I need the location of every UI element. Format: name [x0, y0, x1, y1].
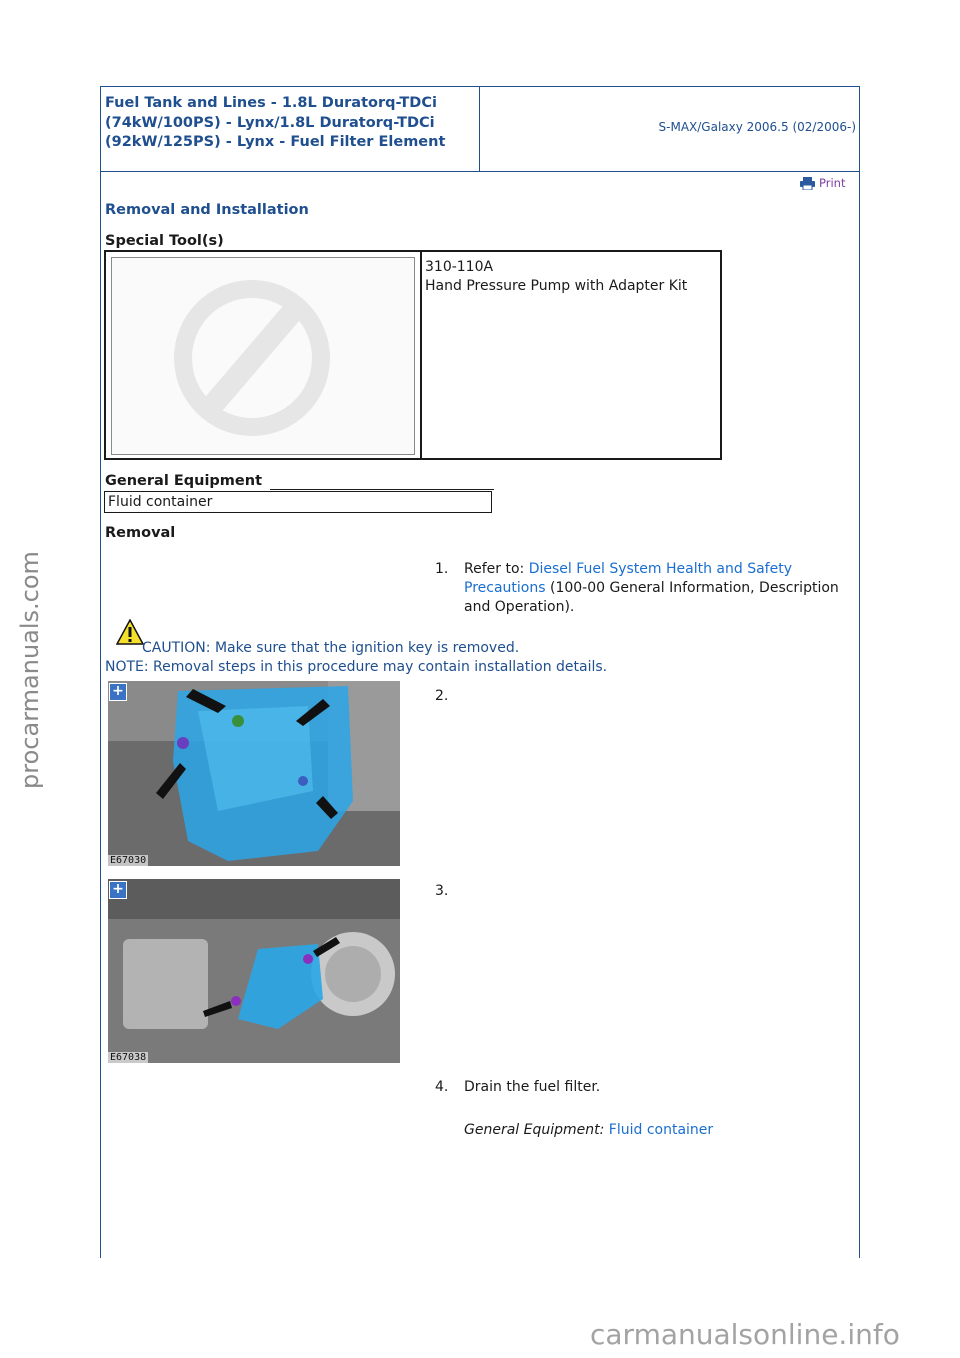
no-image-icon [112, 258, 414, 454]
frame-right-border [859, 86, 860, 1258]
tool-info-cell [425, 258, 720, 296]
step-4-equipment [464, 1121, 713, 1140]
caution-text: CAUTION: Make sure that the ignition key is removed. [142, 640, 520, 656]
side-watermark [10, 470, 50, 870]
special-tools-table [104, 250, 722, 460]
step-2-number: 2. [435, 688, 449, 704]
header-bottom-border [100, 171, 860, 172]
print-button[interactable] [800, 176, 845, 190]
step-4-text: Drain the fuel filter. [464, 1079, 601, 1095]
step-1-number: 1. [435, 561, 449, 577]
step-1-prefix: Refer to: [464, 561, 529, 577]
image-label: E67030 [110, 855, 147, 866]
printer-icon [800, 177, 815, 190]
step-1-suffix: (100-00 General Information, Description and Operation). [464, 580, 839, 615]
warning-icon [116, 619, 144, 645]
equipment-label: General Equipment: [464, 1122, 605, 1138]
frame-left-border [100, 86, 101, 1258]
general-equipment-heading: General Equipment [105, 473, 263, 489]
engine-bay-illustration [108, 879, 400, 1063]
tool-number: 310-110A [425, 259, 494, 275]
page-title: Fuel Tank and Lines - 1.8L Duratorq-TDCi (74kW/100PS) - Lynx/1.8L Duratorq-TDCi (92kW/125PS) - Lynx - Fuel Filter Element [105, 95, 446, 150]
bottom-watermark: carmanualsonline.info [590, 1318, 900, 1351]
health-safety-link[interactable]: Diesel Fuel System Health and Safety Precautions [464, 561, 792, 596]
side-watermark-text: procarmanuals.com [16, 551, 45, 789]
equipment-table [104, 491, 492, 513]
tool-image [111, 257, 415, 455]
engine-cover-illustration [108, 681, 400, 866]
step-1-text [464, 560, 844, 617]
zoom-icon[interactable]: + [109, 683, 127, 701]
header-separator [479, 86, 480, 172]
model-label: S-MAX/Galaxy 2006.5 (02/2006-) [658, 120, 856, 134]
removal-heading: Removal [105, 525, 176, 541]
frame-top-border [100, 86, 860, 87]
section-title: Removal and Installation [105, 202, 309, 218]
tool-image-cell [106, 252, 422, 458]
step-3-image[interactable] [108, 879, 400, 1063]
fluid-container-link[interactable]: Fluid container [608, 1122, 714, 1138]
equipment-item: Fluid container [108, 494, 213, 510]
note-text: NOTE: Removal steps in this procedure may contain installation details. [105, 659, 608, 675]
print-label: Print [819, 176, 846, 190]
step-4-number: 4. [435, 1079, 449, 1095]
image-label: E67038 [110, 1052, 147, 1063]
equipment-table-top-line [270, 489, 494, 490]
step-2-image[interactable] [108, 681, 400, 866]
zoom-icon[interactable]: + [109, 881, 127, 899]
step-3-number: 3. [435, 883, 449, 899]
tool-name: Hand Pressure Pump with Adapter Kit [425, 278, 688, 294]
special-tools-heading: Special Tool(s) [105, 233, 224, 249]
